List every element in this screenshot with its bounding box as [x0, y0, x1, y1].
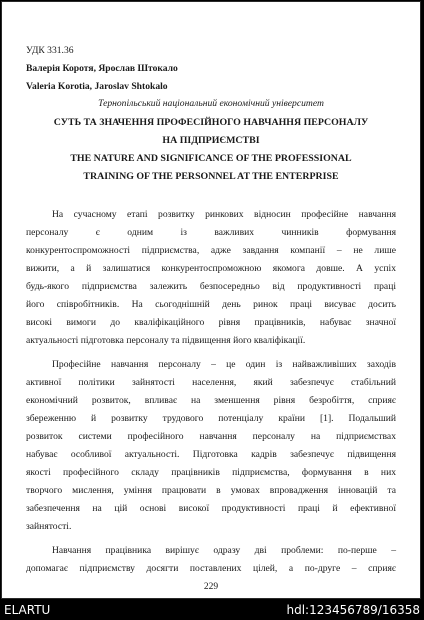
title-en-line-1: THE NATURE AND SIGNIFICANCE OF THE PROFESSIONAL	[70, 153, 352, 164]
authors-ua: Валерія Коротя, Ярослав Штокало	[26, 63, 178, 74]
paragraph-2-line: забезпечення на цій основі високої продуктивності праці й ефективної	[26, 503, 396, 514]
paragraph-2-line: збереженню й розвитку трудового потенціалу країни [1]. Подальший	[26, 413, 396, 424]
paragraph-2-line: набуває особливої актуальності. Підготовка кадрів забезпечує підвищення	[26, 449, 396, 460]
udc-code: УДК 331.36	[26, 45, 74, 56]
paragraph-1-line: актуальності підготовка персоналу та підвищення його кваліфікації.	[26, 335, 306, 346]
paragraph-2-line: творчого мислення, уміння працювати в умовах впровадження інновацій та	[26, 485, 396, 496]
paragraph-3-line: допомагає підприємству досягти поставлених цілей, а по-друге – сприяє	[26, 563, 396, 574]
paragraph-2-line: Професійне навчання персоналу – це один із найважливіших заходів	[52, 359, 396, 370]
paragraph-1-line: його співробітників. На сьогоднішній день ринок праці висуває досить	[26, 299, 396, 310]
paragraph-1-line: вижити, а й залишатися конкурентоспроможною якомога довше. А успіх	[26, 263, 396, 274]
paragraph-1-line: конкурентоспроможності підприємства, адже завдання компанії – не лише	[26, 245, 396, 256]
page-number: 229	[203, 582, 219, 592]
repository-footer	[0, 600, 424, 620]
title-ua-line-1: СУТЬ ТА ЗНАЧЕННЯ ПРОФЕСІЙНОГО НАВЧАННЯ ПЕРСОНАЛУ	[53, 117, 369, 128]
affiliation: Тернопільський національний економічний університет	[98, 98, 324, 109]
paragraph-2-line: активної політики зайнятості населення, який забезпечує стабільний	[26, 377, 396, 388]
paragraph-1-line: будь-якого підприємства залежить безпосередньо від продуктивності праці	[26, 281, 396, 292]
paragraph-2-line: економічний розвиток, впливає на зменшення рівня безробіття, сприяє	[26, 395, 396, 406]
handle-id: hdl:123456789/16358	[286, 603, 420, 617]
paragraph-1-line: високі вимоги до кваліфікаційного рівня працівників, набуває значної	[26, 317, 396, 328]
paragraph-2-line: розвиток системи професійного навчання персоналу на підприємствах	[26, 431, 396, 442]
title-ua-line-2: НА ПІДПРИЄМСТВІ	[162, 135, 260, 146]
authors-en: Valeria Korotia, Jaroslav Shtokalo	[26, 81, 168, 92]
title-en-line-2: TRAINING OF THE PERSONNEL AT THE ENTERPRISE	[83, 171, 339, 182]
paragraph-1-line: На сучасному етапі розвитку ринкових відносин професійне навчання	[52, 209, 396, 220]
paragraph-2-line: якості професійного складу працівників підприємства, формування в них	[26, 467, 396, 478]
paragraph-2-line: зайнятості.	[26, 521, 72, 532]
document-page	[1, 1, 421, 599]
paragraph-1-line: персоналу є одним із важливих чинників формування	[26, 227, 396, 238]
repository-name: ELARTU	[4, 603, 51, 617]
paragraph-3-line: Навчання працівника вирішує одразу дві проблеми: по-перше –	[52, 545, 396, 556]
